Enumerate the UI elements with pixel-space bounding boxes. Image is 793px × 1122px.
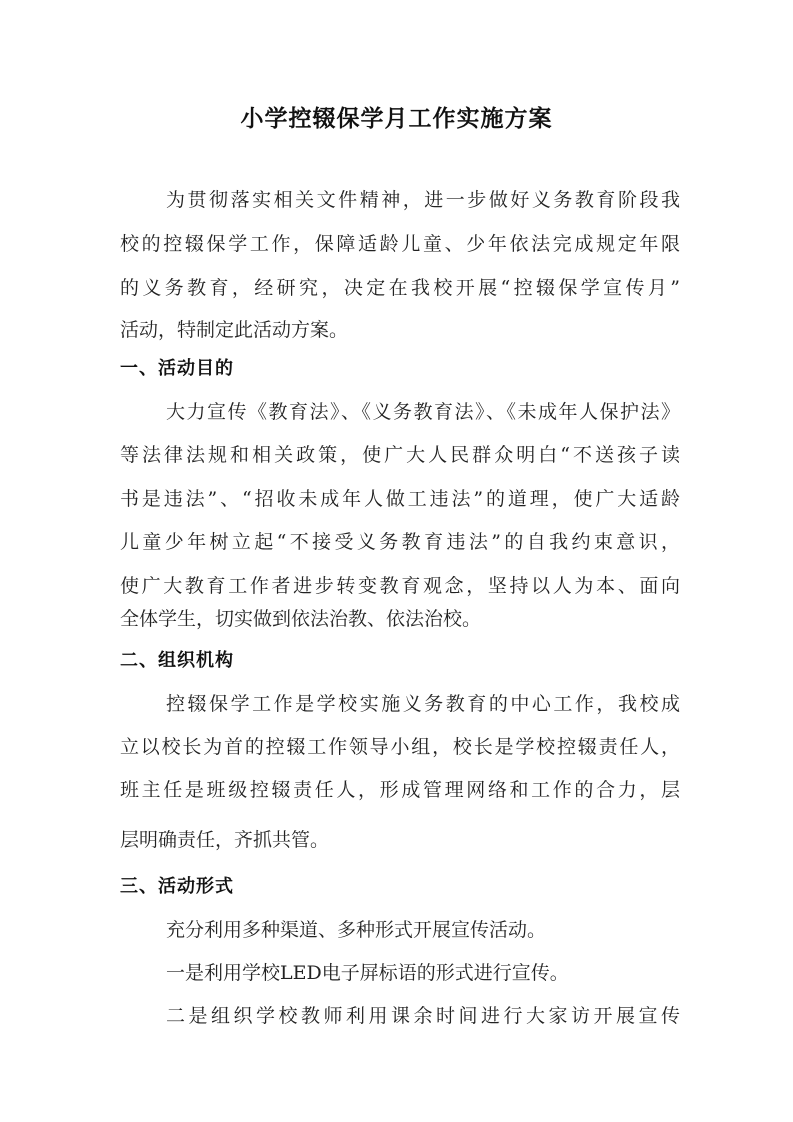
section-1-line-6: 全体学生，切实做到依法治教、依法治校。 (120, 608, 482, 630)
intro-line-2: 校的控辍保学工作，保障适龄儿童、少年依法完成规定年限 (120, 233, 680, 255)
section-3-line-3: 二是组织学校教师利用课余时间进行大家访开展宣传 (166, 1005, 680, 1027)
section-1-line-2: 等法律法规和相关政策，使广大人民群众明白“不送孩子读 (120, 444, 680, 466)
section-2-line-4: 层明确责任，齐抓共管。 (120, 829, 330, 851)
intro-line-3: 的义务教育，经研究，决定在我校开展“控辍保学宣传月” (120, 277, 680, 299)
section-1-line-3: 书是违法”、“招收未成年人做工违法”的道理，使广大适龄 (120, 488, 680, 510)
section-heading-organization: 二、组织机构 (120, 650, 234, 671)
section-1-line-4: 儿童少年树立起“不接受义务教育违法”的自我约束意识， (120, 531, 680, 553)
section-1-line-5: 使广大教育工作者进步转变教育观念，坚持以人为本、面向 (120, 575, 680, 597)
intro-line-4: 活动，特制定此活动方案。 (120, 319, 349, 341)
section-3-line-1: 充分利用多种渠道、多种形式开展宣传活动。 (166, 919, 547, 941)
section-heading-activity-form: 三、活动形式 (120, 876, 234, 897)
section-2-line-1: 控辍保学工作是学校实施义务教育的中心工作，我校成 (166, 693, 680, 715)
document-title: 小学控辍保学月工作实施方案 (240, 106, 553, 132)
section-2-line-2: 立以校长为首的控辍工作领导小组，校长是学校控辍责任人， (120, 736, 680, 758)
intro-line-1: 为贯彻落实相关文件精神，进一步做好义务教育阶段我 (166, 189, 680, 211)
section-3-line-2: 一是利用学校LED电子屏标语的形式进行宣传。 (166, 962, 569, 984)
section-2-line-3: 班主任是班级控辍责任人，形成管理网络和工作的合力，层 (120, 779, 680, 801)
section-heading-purpose: 一、活动目的 (120, 358, 234, 379)
section-1-line-1: 大力宣传《教育法》、《义务教育法》、《未成年人保护法》 (166, 401, 680, 423)
